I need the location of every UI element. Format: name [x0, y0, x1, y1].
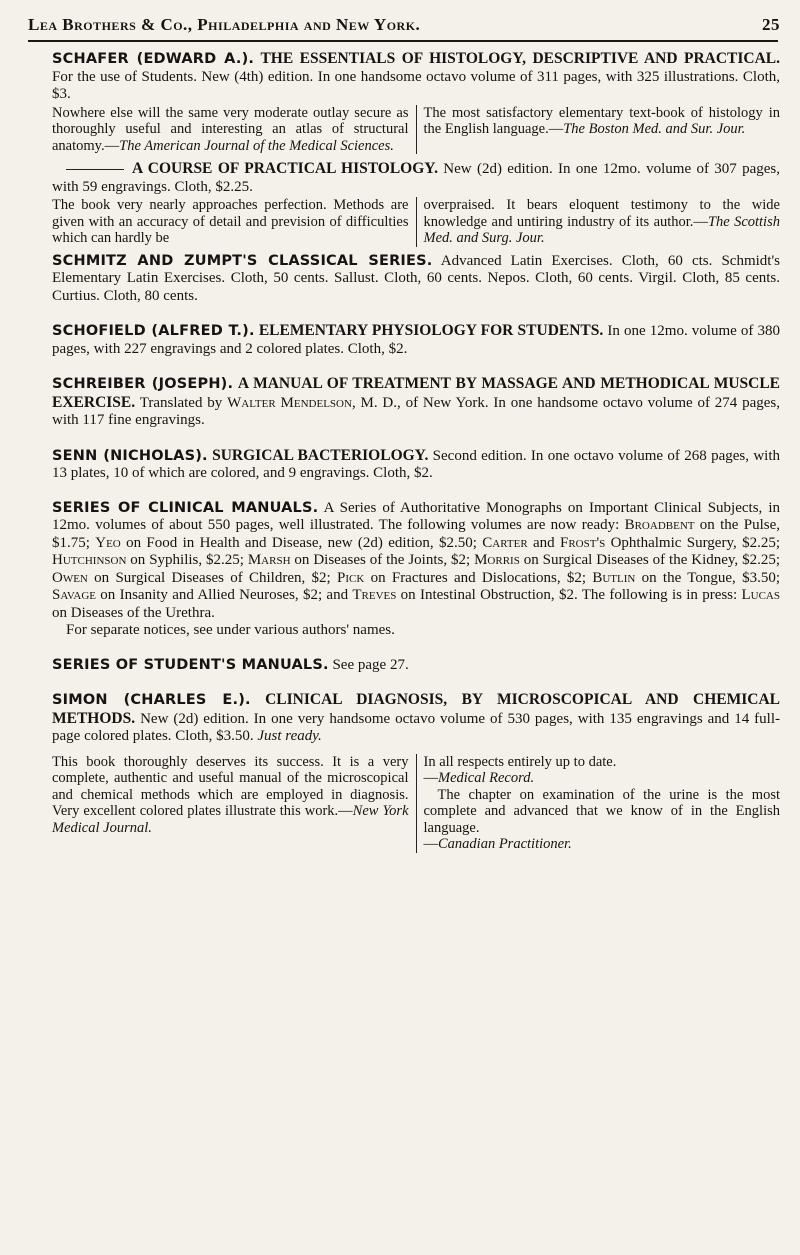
- volume-details: on the Tongue, $3.50;: [635, 569, 780, 586]
- entry-title: SURGICAL BACTERIOLOGY.: [212, 446, 429, 464]
- volume-details: on Surgical Diseases of Children, $2;: [87, 569, 337, 586]
- volume-author: Morris: [474, 552, 520, 568]
- review-right: overpraised. It bears eloquent testimony to the wide knowledge and untiring industry of its author.—The Scottish Med. and Surg. Jour.: [423, 197, 780, 246]
- review-columns: [52, 754, 780, 853]
- entry-schafer-practical: [52, 160, 780, 247]
- volume-author: Owen: [52, 569, 88, 586]
- review-source: Canadian Practitioner.: [438, 836, 572, 852]
- ditto-dash: [66, 169, 124, 170]
- review-columns: [52, 105, 780, 155]
- entry-senn: [52, 447, 780, 483]
- review-columns: [52, 197, 780, 247]
- running-header: [28, 15, 780, 35]
- review-right: The most satisfactory elementary text-book of histology in the English language.—The Boston Med. and Sur. Jour.: [423, 104, 780, 137]
- volume-details: and: [527, 534, 560, 551]
- volume-author: Treves: [352, 587, 397, 603]
- entry-author: SERIES OF CLINICAL MANUALS.: [52, 499, 319, 516]
- entry-title: A MANUAL OF TREATMENT BY MASSAGE AND METHODICAL MUSCLE EXERCISE.: [52, 375, 781, 411]
- volume-details: on the Pulse, $1.75;: [52, 517, 780, 551]
- entry-author: SCHREIBER (JOSEPH).: [52, 376, 234, 392]
- entry-title: THE ESSENTIALS OF HISTOLOGY, DESCRIPTIVE AND PRACTICAL.: [260, 50, 781, 67]
- entry-description: In one 12mo. volume of 380 pages, with 227 engravings and 2 colored plates. Cloth, $2.: [52, 323, 781, 357]
- entry-author: SCHOFIELD (ALFRED T.).: [52, 323, 255, 339]
- volume-author: Yeo: [95, 534, 121, 551]
- header-rule: [28, 40, 778, 42]
- volume-author: Butlin: [592, 569, 636, 586]
- volume-author: Carter: [482, 534, 528, 551]
- review-source: New York Medical Journal.: [52, 803, 409, 836]
- entry-student-manuals: [52, 657, 780, 675]
- volume-details: on Diseases of the Joints, $2;: [290, 552, 475, 568]
- entry-description: , M. D., of New York. In one handsome octavo volume of 274 pages, with 117 fine engravings.: [52, 394, 781, 428]
- entry-description: New (2d) edition. In one very handsome octavo volume of 530 pages, with 135 engravings and 14 full-page colored plates. Cloth, $3.50.: [52, 710, 780, 744]
- entry-author: SCHMITZ AND ZUMPT'S CLASSICAL SERIES.: [52, 252, 433, 269]
- status-note: Just ready.: [257, 728, 322, 744]
- entry-description: Second edition. In one octavo volume of 268 pages, with 13 plates, 10 of which are colored, and 9 engravings. Cloth, $2.: [52, 447, 781, 481]
- review-right: In all respects entirely up to date. —Medical Record. The chapter on examination of the urine is the most complete and advanced that we know of in the English language.—Canadian Practitioner.: [423, 753, 780, 852]
- review-left: The book very nearly approaches perfection. Methods are given with an accuracy of detail and prevision of difficulties which can hardly be: [52, 197, 417, 247]
- volume-author: Pick: [336, 569, 365, 586]
- entry-title: CLINICAL DIAGNOSIS, BY MICROSCOPICAL AND CHEMICAL METHODS.: [52, 691, 780, 727]
- translator-name: Walter Mendelson: [227, 394, 352, 411]
- volume-details: on Food in Health and Disease, new (2d) edition, $2.50;: [120, 534, 483, 551]
- volume-author: Broadbent: [624, 517, 695, 533]
- volume-details: on Insanity and Allied Neuroses, $2; and: [96, 587, 353, 603]
- catalog-content: [52, 50, 780, 853]
- page-number: 25: [762, 15, 780, 34]
- entry-description: Advanced Latin Exercises. Cloth, 60 cts. Schmidt's Elementary Latin Exercises. Cloth, 50 cents. Sallust. Cloth, 60 cents. Nepos. Cloth, 60 cents. Virgil. Cloth, 85 cents. Curtius. Cloth, 80 cents.: [52, 252, 780, 304]
- review-source: The Scottish Med. and Surg. Jour.: [423, 213, 780, 246]
- review-source: Medical Record.: [438, 770, 535, 786]
- entry-author: SERIES OF STUDENT'S MANUALS.: [52, 656, 329, 673]
- entry-schreiber: SCHREIBER (JOSEPH). A MANUAL OF TREATMENT BY MASSAGE AND METHODICAL MUSCLE EXERCISE. Translated by Walter Mendelson, M. D., of New York. In one handsome octavo volume of 274 pages, with 117 fine engravings.: [52, 375, 781, 428]
- entry-schafer-essentials: [52, 50, 780, 154]
- volume-details: Ophthalmic Surgery, $2.25;: [605, 534, 780, 551]
- entry-schofield: [52, 322, 780, 358]
- entry-schmitz-zumpt: [52, 253, 780, 306]
- volume-details: on Surgical Diseases of the Kidney, $2.25;: [519, 552, 781, 568]
- volume-author: Hutchinson: [52, 552, 127, 568]
- entry-description: See page 27.: [332, 656, 409, 673]
- review-source: The Boston Med. and Sur. Jour.: [563, 121, 746, 137]
- volume-details: on Syphilis, $2.25;: [126, 552, 248, 568]
- review-left: Nowhere else will the same very moderate outlay secure as thoroughly useful and interesting an atlas of structural anatomy.—The American Journal of the Medical Sciences.: [52, 105, 417, 155]
- volume-details: on Intestinal Obstruction, $2. The following is in press:: [396, 587, 742, 603]
- volume-author: Lucas: [741, 587, 780, 603]
- entry-title: A COURSE OF PRACTICAL HISTOLOGY.: [132, 160, 438, 177]
- header-title: Lea Brothers & Co., Philadelphia and New York.: [28, 15, 421, 34]
- entry-author: SIMON (CHARLES E.).: [52, 692, 251, 708]
- entry-description: A Series of Authoritative Monographs on Important Clinical Subjects, in 12mo. volumes of about 550 pages, well illustrated. The following volumes are now ready:: [52, 499, 780, 533]
- entry-clinical-manuals: [52, 500, 780, 640]
- volume-details: on Diseases of the Urethra.: [52, 604, 215, 621]
- entry-author: SCHAFER (EDWARD A.).: [52, 51, 255, 67]
- entry-simon: [52, 691, 780, 853]
- volume-details: on Fractures and Dislocations, $2;: [364, 569, 593, 586]
- review-source: The American Journal of the Medical Sciences.: [119, 137, 394, 154]
- entry-description: New (2d) edition. In one 12mo. volume of 307 pages, with 59 engravings. Cloth, $2.25.: [52, 161, 781, 195]
- entry-author: SENN (NICHOLAS).: [52, 447, 208, 464]
- volume-author: Marsh: [247, 552, 291, 568]
- entry-note: For separate notices, see under various authors' names.: [66, 622, 395, 638]
- review-left: This book thoroughly deserves its success. It is a very complete, authentic and useful manual of the microscopical and chemical methods which are employed in diagnosis. Very excellent colored plates illustrate this work.—New York Medical Journal.: [52, 754, 417, 853]
- entry-title: ELEMENTARY PHYSIOLOGY FOR STUDENTS.: [258, 322, 604, 339]
- volume-author: Frost's: [559, 534, 606, 551]
- entry-description: For the use of Students. New (4th) edition. In one handsome octavo volume of 311 pages, with 325 illustrations. Cloth, $3.: [52, 68, 780, 102]
- volume-author: Savage: [52, 587, 97, 603]
